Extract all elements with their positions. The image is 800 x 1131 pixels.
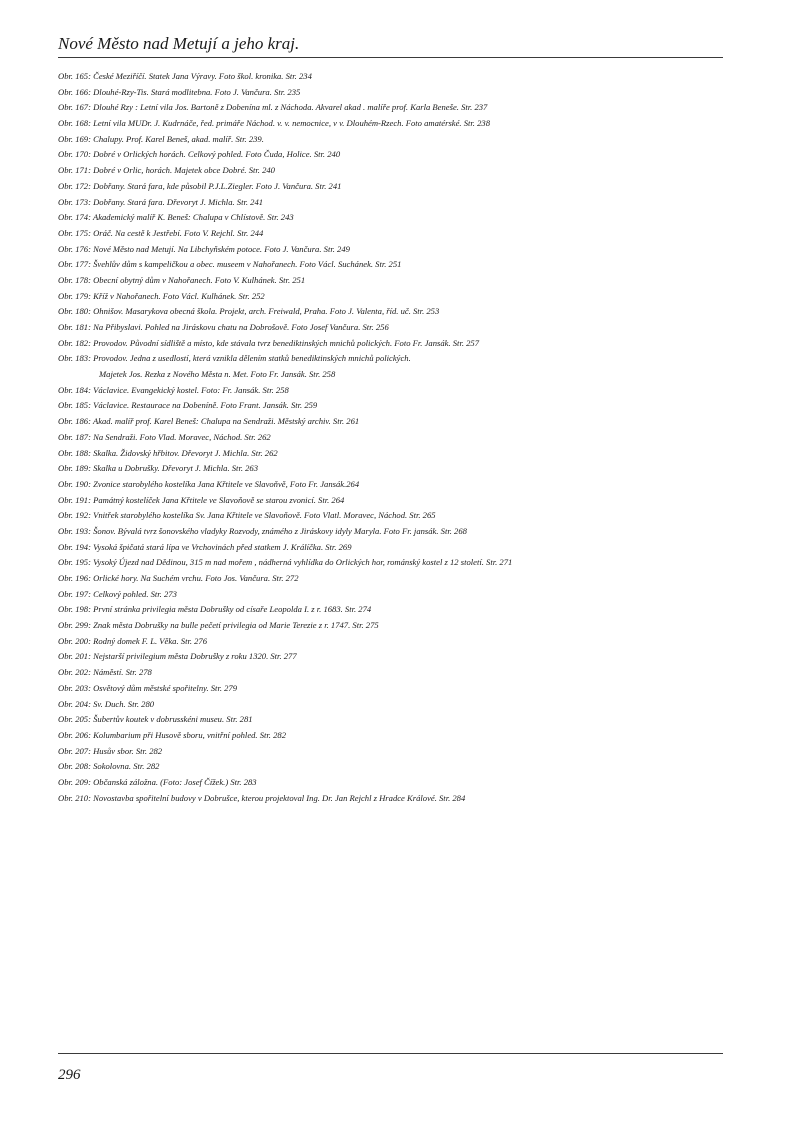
- figure-caption-entry: [58, 132, 723, 148]
- figure-caption-text: Skalka u Dobrušky. Dřevoryt J. Michla. Str. 263: [90, 463, 259, 474]
- figure-number: Obr. 182:: [58, 337, 91, 348]
- figure-caption-entry: [58, 587, 723, 603]
- figure-number: Obr. 167:: [58, 102, 91, 113]
- figure-caption-text: Novostavba spořitelní budovy v Dobrušce, kterou projektoval Ing. Dr. Jan Rejchl z Hradce Králové. Str. 284: [90, 792, 466, 803]
- figure-number: Obr. 205:: [58, 714, 91, 725]
- figure-caption-text: Sv. Duch. Str. 280: [90, 698, 155, 709]
- figure-number: Obr. 195:: [58, 557, 91, 568]
- figure-number: Obr. 165:: [58, 71, 91, 81]
- figure-caption-text: Oráč. Na cestě k Jestřebí. Foto V. Rejchl. Str. 244: [90, 227, 264, 238]
- figure-caption-text: Nové Město nad Metují. Na Libchyňském potoce. Foto J. Vančura. Str. 249: [90, 243, 350, 254]
- figure-caption-entry: [58, 555, 723, 571]
- figure-number: Obr. 183:: [58, 353, 91, 364]
- figure-caption-text: Osvětový dům městské spořitelny. Str. 279: [90, 682, 238, 693]
- figure-caption-entry: [58, 477, 723, 493]
- figure-caption-continuation: [58, 367, 723, 383]
- figure-number: Obr. 173:: [58, 196, 91, 207]
- figure-caption-entry: [58, 759, 723, 775]
- figure-number: Obr. 189:: [58, 463, 91, 474]
- figure-caption-text: Na Přibyslavi. Pohled na Jiráskovu chatu na Dobrošově. Foto Josef Vančura. Str. 256: [90, 322, 389, 332]
- figure-caption-text: Vysoký Újezd nad Dědinou, 315 m nad mořem , nádherná vyhlídka do Orlických hor, románský kostel z 12 století. Str. 271: [90, 557, 513, 568]
- figure-caption-text: Akademický malíř K. Beneš: Chalupa v Chlístově. Str. 243: [90, 212, 294, 223]
- figure-number: Obr. 172:: [58, 180, 91, 191]
- figure-caption-text: Majetek Jos. Rezka z Nového Města n. Met. Foto Fr. Jansák. Str. 258: [99, 369, 336, 380]
- figure-caption-text: Dobřany. Stará fara. Dřevoryt J. Michla. Str. 241: [90, 196, 264, 207]
- figure-caption-text: Chalupy. Prof. Karel Beneš, akad. malíř. Str. 239.: [90, 133, 264, 144]
- figure-caption-entry: [58, 775, 723, 791]
- figure-caption-entry: [58, 414, 723, 430]
- figure-caption-entry: [58, 712, 723, 728]
- figure-caption-entry: [58, 744, 723, 760]
- figure-caption-entry: [58, 430, 723, 446]
- figure-caption-text: Letní vila MUDr. J. Kudrnáče, řed. primáře Náchod. v. v. nemocnice, v v. Dlouhém-Rzech. Foto amatérské. Str. 238: [90, 118, 490, 129]
- figure-caption-text: Zvonice starobylého kostelíka Jana Křtitele ve Slavoňvě, Foto Fr. Jansák.264: [90, 478, 360, 489]
- figure-number: Obr. 194:: [58, 541, 91, 552]
- figure-caption-text: Nejstarší privilegium města Dobrušky z roku 1320. Str. 277: [90, 651, 297, 662]
- figure-caption-entry: [58, 618, 723, 634]
- figure-caption-entry: [58, 226, 723, 242]
- figure-caption-text: Vnitřek starobylého kostelíka Sv. Jana Křtitele ve Slavoňově. Foto Vlatl. Moravec, Náchod. Str. 265: [90, 510, 436, 521]
- figure-caption-entry: [58, 649, 723, 665]
- figure-caption-entry: [58, 665, 723, 681]
- figure-number: Obr. 185:: [58, 400, 91, 411]
- figure-caption-text: Na Sendraži. Foto Vlad. Moravec, Náchod. Str. 262: [90, 431, 271, 442]
- figure-number: Obr. 166:: [58, 86, 91, 97]
- figure-caption-entry: [58, 336, 723, 352]
- figure-number: Obr. 210:: [58, 792, 91, 803]
- figure-caption-text: Dlouhé Rzy : Letní vila Jos. Bartoně z Dobenína ml. z Náchoda. Akvarel akad . malíře prof. Karla Beneše. Str. 237: [90, 102, 488, 113]
- page-number: 296: [58, 1067, 81, 1083]
- figure-caption-entry: [58, 540, 723, 556]
- figure-caption-text: Náměstí. Str. 278: [90, 667, 152, 678]
- figure-caption-list: [58, 69, 723, 806]
- figure-caption-text: Památný kostelíček Jana Křtitele ve Slavoňově se starou zvonicí. Str. 264: [90, 494, 345, 505]
- figure-caption-text: Dobré v Orlických horách. Celkový pohled. Foto Čuda, Holice. Str. 240: [90, 149, 341, 160]
- figure-caption-entry: [58, 461, 723, 477]
- figure-caption-entry: [58, 681, 723, 697]
- figure-number: Obr. 299:: [58, 620, 91, 631]
- figure-number: Obr. 175:: [58, 227, 91, 238]
- figure-caption-entry: [58, 634, 723, 650]
- figure-number: Obr. 178:: [58, 274, 91, 285]
- figure-caption-entry: [58, 242, 723, 258]
- figure-number: Obr. 192:: [58, 510, 91, 521]
- figure-caption-entry: [58, 289, 723, 305]
- figure-caption-entry: [58, 195, 723, 211]
- figure-caption-entry: [58, 602, 723, 618]
- figure-caption-text: Skalka. Židovský hřbitov. Dřevoryt J. Michla. Str. 262: [90, 447, 278, 458]
- figure-number: Obr. 204:: [58, 698, 91, 709]
- figure-caption-entry: [58, 728, 723, 744]
- figure-caption-text: Orlické hory. Na Suchém vrchu. Foto Jos. Vančura. Str. 272: [90, 573, 299, 583]
- figure-caption-text: Občanská záložna. (Foto: Josef Čížek.) Str. 283: [90, 776, 257, 787]
- figure-caption-entry: [58, 163, 723, 179]
- figure-caption-entry: [58, 383, 723, 399]
- figure-caption-text: Šonov. Bývalá tvrz šonovského vladyky Rozvody, známého z Jiráskovy idyly Maryla. Foto Fr. jansák. Str. 268: [90, 525, 467, 536]
- figure-number: Obr. 181:: [58, 322, 91, 332]
- figure-caption-text: První stránka privilegia města Dobrušky od císaře Leopolda I. z r. 1683. Str. 274: [90, 604, 372, 615]
- figure-caption-text: Kříž v Nahořanech. Foto Václ. Kulhánek. Str. 252: [90, 290, 265, 301]
- figure-number: Obr. 168:: [58, 118, 91, 129]
- figure-caption-entry: [58, 85, 723, 101]
- figure-number: Obr. 171:: [58, 165, 91, 176]
- figure-number: Obr. 202:: [58, 667, 91, 678]
- figure-number: Obr. 203:: [58, 682, 91, 693]
- figure-number: Obr. 207:: [58, 745, 91, 756]
- figure-caption-entry: [58, 179, 723, 195]
- figure-number: Obr. 188:: [58, 447, 91, 458]
- figure-caption-text: Obecní obytný dům v Nahořanech. Foto V. Kulhánek. Str. 251: [90, 274, 306, 285]
- figure-number: Obr. 206:: [58, 729, 91, 740]
- figure-caption-text: Vysoká špičatá stará lípa ve Vrchovinách před statkem J. Králíčka. Str. 269: [90, 541, 352, 552]
- figure-caption-entry: [58, 320, 723, 336]
- figure-number: Obr. 197:: [58, 588, 91, 599]
- figure-caption-text: Ohnišov. Masarykova obecná škola. Projekt, arch. Freiwald, Praha. Foto J. Valenta, říd. uč. Str. 253: [90, 306, 440, 317]
- figure-number: Obr. 180:: [58, 306, 91, 317]
- figure-caption-text: Rodný domek F. L. Věka. Str. 276: [90, 635, 208, 646]
- figure-caption-text: Celkový pohled. Str. 273: [90, 588, 177, 599]
- figure-caption-entry: [58, 304, 723, 320]
- figure-caption-entry: [58, 257, 723, 273]
- figure-number: Obr. 196:: [58, 573, 91, 583]
- figure-number: Obr. 184:: [58, 384, 91, 395]
- figure-caption-text: Znak města Dobrušky na bulle pečetí privilegia od Marie Terezie z r. 1747. Str. 275: [90, 620, 379, 631]
- figure-caption-text: Švehlův dům s kampeličkou a obec. museem v Nahořanech. Foto Václ. Suchánek. Str. 251: [90, 259, 402, 270]
- figure-number: Obr. 208:: [58, 761, 91, 772]
- figure-number: Obr. 176:: [58, 243, 91, 254]
- figure-caption-text: Šubertův koutek v dobrusskéni museu. Str. 281: [90, 714, 253, 725]
- figure-caption-text: Václavice. Evangekický kostel. Foto: Fr. Jansák. Str. 258: [90, 384, 289, 395]
- figure-caption-entry: [58, 147, 723, 163]
- figure-caption-text: Provodov. Jedna z usedlostí, která vznikla dělením statků benediktinských mnichů polických.: [90, 353, 411, 364]
- figure-caption-text: Dobřany. Stará fara, kde působil P.J.L.Ziegler. Foto J. Vančura. Str. 241: [90, 180, 342, 191]
- figure-number: Obr. 201:: [58, 651, 91, 662]
- figure-number: Obr. 170:: [58, 149, 91, 160]
- figure-caption-text: České Meziříčí. Statek Jana Výravy. Foto škol. kronika. Str. 234: [90, 71, 312, 81]
- figure-caption-text: Dobré v Orlic, horách. Majetek obce Dobré. Str. 240: [90, 165, 275, 176]
- figure-caption-entry: [58, 351, 723, 367]
- figure-number: Obr. 191:: [58, 494, 91, 505]
- figure-caption-entry: [58, 697, 723, 713]
- figure-caption-entry: [58, 571, 723, 587]
- figure-caption-entry: [58, 398, 723, 414]
- figure-number: Obr. 193:: [58, 525, 91, 536]
- figure-caption-text: Dlouhé-Rzy-Tis. Stará modlitebna. Foto J. Vančura. Str. 235: [90, 86, 301, 97]
- figure-number: Obr. 198:: [58, 604, 91, 615]
- footer-rule: [58, 1053, 723, 1054]
- figure-number: Obr. 186:: [58, 416, 91, 427]
- figure-number: Obr. 177:: [58, 259, 91, 270]
- figure-caption-text: Sokolovna. Str. 282: [90, 761, 160, 772]
- figure-number: Obr. 200:: [58, 635, 91, 646]
- figure-caption-text: Provodov. Původní sídliště a místo, kde stávala tvrz benediktinských mnichů polických. Foto Fr. Jansák. Str. 257: [90, 337, 480, 348]
- figure-caption-entry: [58, 116, 723, 132]
- figure-caption-entry: [58, 508, 723, 524]
- figure-number: Obr. 169:: [58, 133, 91, 144]
- figure-number: Obr. 179:: [58, 290, 91, 301]
- figure-caption-text: Václavice. Restaurace na Dobeníně. Foto Frant. Jansák. Str. 259: [90, 400, 318, 411]
- figure-caption-entry: [58, 791, 723, 807]
- figure-number: Obr. 174:: [58, 212, 91, 223]
- figure-caption-text: Akad. malíř prof. Karel Beneš: Chalupa na Sendraži. Městský archiv. Str. 261: [90, 416, 360, 427]
- figure-caption-entry: [58, 69, 723, 85]
- figure-caption-entry: [58, 524, 723, 540]
- figure-number: Obr. 187:: [58, 431, 91, 442]
- figure-number: Obr. 190:: [58, 478, 91, 489]
- running-header-title: Nové Město nad Metují a jeho kraj.: [58, 34, 300, 53]
- figure-caption-entry: [58, 446, 723, 462]
- figure-caption-entry: [58, 493, 723, 509]
- figure-caption-text: Husův sbor. Str. 282: [90, 745, 163, 756]
- figure-caption-entry: [58, 273, 723, 289]
- figure-caption-entry: [58, 210, 723, 226]
- header-rule: [58, 57, 723, 58]
- figure-caption-entry: [58, 100, 723, 116]
- figure-caption-text: Kolumbarium při Husově sboru, vnitřní pohled. Str. 282: [90, 729, 286, 740]
- figure-number: Obr. 209:: [58, 776, 91, 787]
